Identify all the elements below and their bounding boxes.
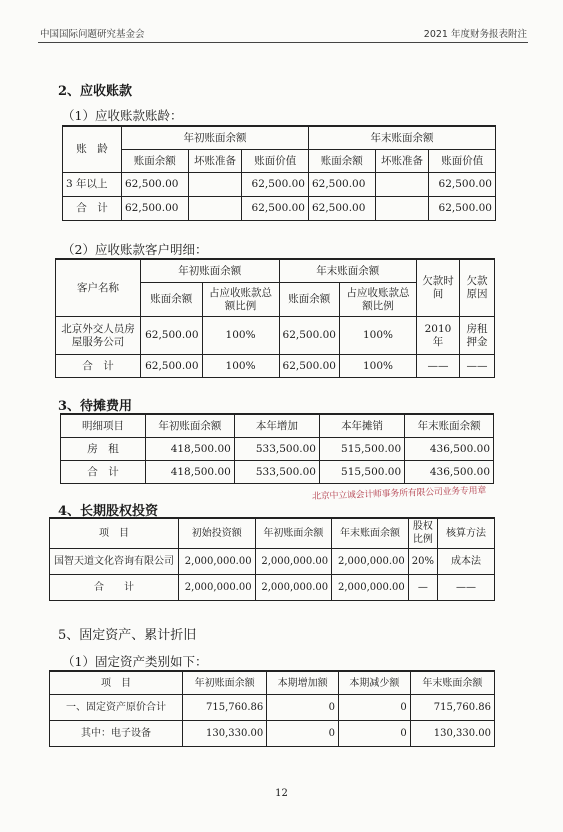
col-header: 本期减少额 bbox=[338, 671, 410, 695]
col-balance: 账面余额 bbox=[141, 283, 203, 317]
table-row bbox=[63, 173, 496, 197]
cell: 715,760.86 bbox=[183, 695, 267, 721]
col-header: 明细项目 bbox=[61, 414, 146, 438]
col-header: 核算方法 bbox=[438, 518, 495, 548]
cell: 0 bbox=[267, 695, 339, 721]
cell: 436,500.00 bbox=[405, 461, 494, 484]
col-reason: 欠款原因 bbox=[460, 259, 495, 317]
cell: 合 计 bbox=[63, 197, 122, 221]
cell: 2,000,000.00 bbox=[255, 574, 332, 600]
section-4-title: 4、长期股权投资 bbox=[58, 504, 159, 519]
table-row bbox=[50, 574, 495, 600]
col-balance: 账面余额 bbox=[279, 283, 339, 317]
col-begin: 年初账面余额 bbox=[122, 126, 309, 150]
cell bbox=[375, 173, 429, 197]
cell bbox=[188, 173, 242, 197]
cell: 房租押金 bbox=[460, 317, 495, 355]
cell: 62,500.00 bbox=[242, 197, 309, 221]
auditor-stamp: 北京中立诚会计师事务所有限公司业务专用章 bbox=[311, 485, 487, 503]
cell: 130,330.00 bbox=[410, 721, 494, 747]
cell: 62,500.00 bbox=[308, 197, 375, 221]
col-ratio: 占应收账款总额比例 bbox=[340, 283, 417, 317]
col-header: 年初账面余额 bbox=[255, 518, 332, 548]
cell: 一、固定资产原价合计 bbox=[50, 695, 183, 721]
col-header: 本年增加 bbox=[234, 414, 319, 438]
cell: 2,000,000.00 bbox=[179, 548, 256, 574]
cell: 2,000,000.00 bbox=[255, 548, 332, 574]
cell: 2,000,000.00 bbox=[179, 574, 256, 600]
cell: —— bbox=[417, 355, 460, 378]
cell: 国智天道文化咨询有限公司 bbox=[50, 548, 179, 574]
cell: 100% bbox=[340, 317, 417, 355]
cell: 62,500.00 bbox=[141, 355, 203, 378]
cell: 合 计 bbox=[61, 461, 146, 484]
cell: 515,500.00 bbox=[319, 438, 404, 461]
table-row bbox=[61, 438, 494, 461]
col-header: 年初账面余额 bbox=[146, 414, 235, 438]
cell: 130,330.00 bbox=[183, 721, 267, 747]
col-begin: 年初账面余额 bbox=[141, 259, 280, 283]
prepaid-table bbox=[60, 413, 494, 484]
cell: 533,500.00 bbox=[234, 438, 319, 461]
cell: 62,500.00 bbox=[279, 355, 339, 378]
col-time: 欠款时间 bbox=[417, 259, 460, 317]
section-2-title: 2、应收账款 bbox=[58, 84, 133, 99]
col-value: 账面价值 bbox=[429, 150, 496, 173]
cell: 715,760.86 bbox=[410, 695, 494, 721]
cell: 20% bbox=[408, 548, 437, 574]
cell: 3 年以上 bbox=[63, 173, 122, 197]
fixed-assets-table bbox=[49, 670, 495, 747]
section-2-sub1: （1）应收账款账龄： bbox=[62, 108, 183, 123]
cell: 2010 年 bbox=[417, 317, 460, 355]
table-row bbox=[50, 721, 495, 747]
cell: 418,500.00 bbox=[146, 438, 235, 461]
table-row bbox=[50, 695, 495, 721]
col-name: 客户名称 bbox=[56, 259, 141, 317]
section-2-sub2: （2）应收账款客户明细： bbox=[62, 242, 208, 257]
cell: 418,500.00 bbox=[146, 461, 235, 484]
cell: 62,500.00 bbox=[308, 173, 375, 197]
cell: 62,500.00 bbox=[429, 173, 496, 197]
aging-table bbox=[62, 125, 496, 221]
cell: 62,500.00 bbox=[429, 197, 496, 221]
cell: 其中：电子设备 bbox=[50, 721, 183, 747]
cell: 0 bbox=[267, 721, 339, 747]
col-value: 账面价值 bbox=[242, 150, 309, 173]
cell: 62,500.00 bbox=[141, 317, 203, 355]
cell: 62,500.00 bbox=[242, 173, 309, 197]
header-rule bbox=[38, 42, 528, 43]
cell: —— bbox=[460, 355, 495, 378]
col-header: 年末账面余额 bbox=[405, 414, 494, 438]
cell: 100% bbox=[202, 355, 279, 378]
cell: 62,500.00 bbox=[122, 173, 189, 197]
cell: 房 租 bbox=[61, 438, 146, 461]
col-ratio: 占应收账款总额比例 bbox=[202, 283, 279, 317]
header-org: 中国国际问题研究基金会 bbox=[40, 29, 145, 40]
col-age: 账 龄 bbox=[63, 126, 122, 173]
cell: 北京外交人员房屋服务公司 bbox=[56, 317, 141, 355]
table-row bbox=[56, 355, 495, 378]
header-title: 2021 年度财务报表附注 bbox=[423, 29, 527, 40]
cell: 2,000,000.00 bbox=[332, 548, 409, 574]
col-allowance: 坏账准备 bbox=[188, 150, 242, 173]
cell: 合 计 bbox=[56, 355, 141, 378]
cell: 533,500.00 bbox=[234, 461, 319, 484]
cell: 62,500.00 bbox=[279, 317, 339, 355]
section-5-title: 5、固定资产、累计折旧 bbox=[58, 628, 197, 643]
col-end: 年末账面余额 bbox=[279, 259, 416, 283]
col-header: 项 目 bbox=[50, 671, 183, 695]
col-header: 本期增加额 bbox=[267, 671, 339, 695]
cell: 合 计 bbox=[50, 574, 179, 600]
cell: 2,000,000.00 bbox=[332, 574, 409, 600]
table-row bbox=[63, 197, 496, 221]
cell bbox=[188, 197, 242, 221]
cell: 成本法 bbox=[438, 548, 495, 574]
cell: 515,500.00 bbox=[319, 461, 404, 484]
cell: 100% bbox=[340, 355, 417, 378]
col-header: 年末账面余额 bbox=[332, 518, 409, 548]
col-header: 年初账面余额 bbox=[183, 671, 267, 695]
cell: 436,500.00 bbox=[405, 438, 494, 461]
col-balance: 账面余额 bbox=[308, 150, 375, 173]
table-row bbox=[50, 548, 495, 574]
col-header: 项 目 bbox=[50, 518, 179, 548]
table-row bbox=[56, 317, 495, 355]
col-end: 年末账面余额 bbox=[308, 126, 495, 150]
col-header: 股权比例 bbox=[408, 518, 437, 548]
equity-table bbox=[49, 517, 495, 601]
cell: 0 bbox=[338, 695, 410, 721]
col-header: 初始投资额 bbox=[179, 518, 256, 548]
col-header: 本年摊销 bbox=[319, 414, 404, 438]
cell: —— bbox=[438, 574, 495, 600]
cell: — bbox=[408, 574, 437, 600]
col-header: 年末账面余额 bbox=[410, 671, 494, 695]
section-5-sub: （1）固定资产类别如下： bbox=[62, 654, 208, 669]
table-row bbox=[61, 461, 494, 484]
cell: 62,500.00 bbox=[122, 197, 189, 221]
cell bbox=[375, 197, 429, 221]
cell: 0 bbox=[338, 721, 410, 747]
customer-table bbox=[55, 258, 495, 378]
page-number: 12 bbox=[275, 788, 288, 799]
col-allowance: 坏账准备 bbox=[375, 150, 429, 173]
section-3-title: 3、待摊费用 bbox=[58, 399, 133, 414]
col-balance: 账面余额 bbox=[122, 150, 189, 173]
cell: 100% bbox=[202, 317, 279, 355]
